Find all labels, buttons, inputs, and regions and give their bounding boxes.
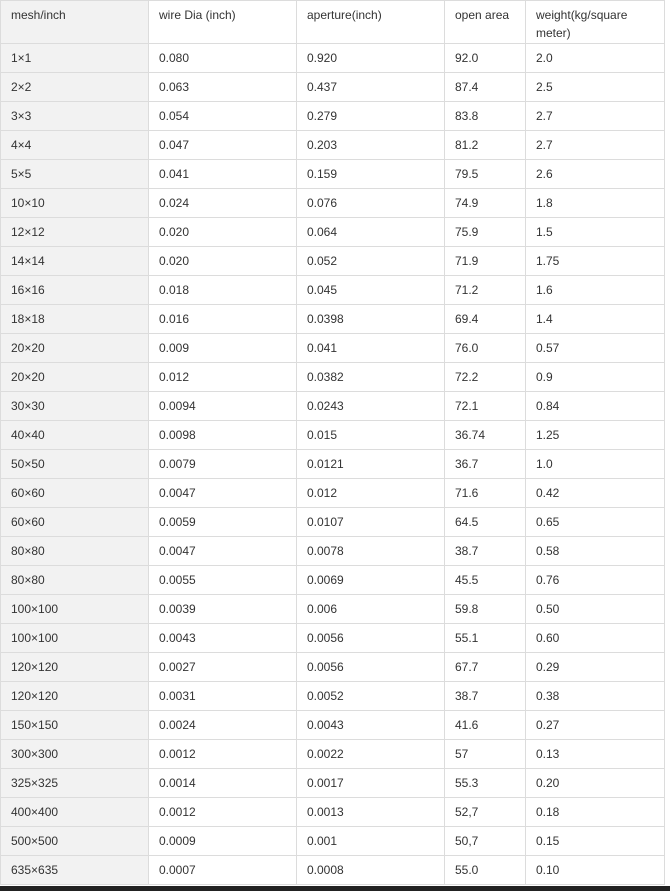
- cell-weight: 0.20: [526, 769, 665, 798]
- cell-mesh: 4×4: [1, 131, 149, 160]
- cell-mesh: 100×100: [1, 624, 149, 653]
- cell-aperture: 0.006: [297, 595, 445, 624]
- cell-open-area: 55.1: [445, 624, 526, 653]
- cell-weight: 1.25: [526, 421, 665, 450]
- table-row: [1, 73, 665, 102]
- cell-wire-diameter: 0.063: [149, 73, 297, 102]
- cell-aperture: 0.076: [297, 189, 445, 218]
- table-row: [1, 595, 665, 624]
- cell-weight: 0.65: [526, 508, 665, 537]
- table-row: [1, 827, 665, 856]
- cell-open-area: 55.0: [445, 856, 526, 885]
- cell-wire-diameter: 0.0027: [149, 653, 297, 682]
- cell-wire-diameter: 0.080: [149, 44, 297, 73]
- cell-open-area: 38.7: [445, 537, 526, 566]
- header-aperture: aperture(inch): [297, 1, 445, 44]
- cell-open-area: 71.2: [445, 276, 526, 305]
- cell-aperture: 0.0017: [297, 769, 445, 798]
- cell-weight: 2.7: [526, 131, 665, 160]
- cell-wire-diameter: 0.0012: [149, 740, 297, 769]
- table-row: [1, 44, 665, 73]
- cell-aperture: 0.159: [297, 160, 445, 189]
- cell-mesh: 2×2: [1, 73, 149, 102]
- header-row: [1, 1, 665, 44]
- table-body: [1, 44, 665, 885]
- cell-open-area: 72.1: [445, 392, 526, 421]
- cell-weight: 0.15: [526, 827, 665, 856]
- cell-weight: 1.5: [526, 218, 665, 247]
- cell-aperture: 0.279: [297, 102, 445, 131]
- cell-mesh: 80×80: [1, 566, 149, 595]
- cell-aperture: 0.0013: [297, 798, 445, 827]
- cell-wire-diameter: 0.0079: [149, 450, 297, 479]
- cell-wire-diameter: 0.0039: [149, 595, 297, 624]
- table-row: [1, 421, 665, 450]
- cell-weight: 0.9: [526, 363, 665, 392]
- cell-mesh: 150×150: [1, 711, 149, 740]
- cell-wire-diameter: 0.041: [149, 160, 297, 189]
- table-row: [1, 218, 665, 247]
- cell-wire-diameter: 0.020: [149, 218, 297, 247]
- table-row: [1, 102, 665, 131]
- cell-aperture: 0.0056: [297, 624, 445, 653]
- cell-aperture: 0.041: [297, 334, 445, 363]
- cell-aperture: 0.015: [297, 421, 445, 450]
- table-row: [1, 856, 665, 885]
- cell-mesh: 40×40: [1, 421, 149, 450]
- cell-mesh: 100×100: [1, 595, 149, 624]
- cell-open-area: 64.5: [445, 508, 526, 537]
- cell-weight: 1.4: [526, 305, 665, 334]
- cell-open-area: 79.5: [445, 160, 526, 189]
- cell-mesh: 325×325: [1, 769, 149, 798]
- cell-wire-diameter: 0.0047: [149, 479, 297, 508]
- cell-wire-diameter: 0.0043: [149, 624, 297, 653]
- table-row: [1, 363, 665, 392]
- cell-mesh: 14×14: [1, 247, 149, 276]
- cell-weight: 0.27: [526, 711, 665, 740]
- cell-mesh: 60×60: [1, 479, 149, 508]
- cell-wire-diameter: 0.012: [149, 363, 297, 392]
- cell-weight: 0.84: [526, 392, 665, 421]
- cell-open-area: 41.6: [445, 711, 526, 740]
- table-row: [1, 798, 665, 827]
- cell-weight: 0.50: [526, 595, 665, 624]
- cell-mesh: 120×120: [1, 682, 149, 711]
- cell-wire-diameter: 0.009: [149, 334, 297, 363]
- cell-aperture: 0.0056: [297, 653, 445, 682]
- cell-wire-diameter: 0.020: [149, 247, 297, 276]
- cell-mesh: 16×16: [1, 276, 149, 305]
- cell-open-area: 38.7: [445, 682, 526, 711]
- cell-open-area: 92.0: [445, 44, 526, 73]
- table-row: [1, 334, 665, 363]
- cell-weight: 0.58: [526, 537, 665, 566]
- cell-weight: 0.60: [526, 624, 665, 653]
- cell-open-area: 52,7: [445, 798, 526, 827]
- cell-aperture: 0.0078: [297, 537, 445, 566]
- cell-wire-diameter: 0.0031: [149, 682, 297, 711]
- table-row: [1, 769, 665, 798]
- table-row: [1, 189, 665, 218]
- header-mesh-per-inch: mesh/inch: [1, 1, 149, 44]
- cell-aperture: 0.012: [297, 479, 445, 508]
- header-weight: weight(kg/square meter): [526, 1, 665, 44]
- cell-aperture: 0.001: [297, 827, 445, 856]
- cell-aperture: 0.437: [297, 73, 445, 102]
- cell-wire-diameter: 0.054: [149, 102, 297, 131]
- cell-wire-diameter: 0.0009: [149, 827, 297, 856]
- header-wire-diameter: wire Dia (inch): [149, 1, 297, 44]
- cell-mesh: 30×30: [1, 392, 149, 421]
- cell-mesh: 20×20: [1, 334, 149, 363]
- table-row: [1, 479, 665, 508]
- cell-mesh: 50×50: [1, 450, 149, 479]
- cell-wire-diameter: 0.0094: [149, 392, 297, 421]
- cell-wire-diameter: 0.018: [149, 276, 297, 305]
- table-row: [1, 508, 665, 537]
- cell-mesh: 300×300: [1, 740, 149, 769]
- table-row: [1, 247, 665, 276]
- cell-aperture: 0.0382: [297, 363, 445, 392]
- cell-mesh: 12×12: [1, 218, 149, 247]
- cell-mesh: 3×3: [1, 102, 149, 131]
- cell-mesh: 5×5: [1, 160, 149, 189]
- cell-aperture: 0.203: [297, 131, 445, 160]
- cell-aperture: 0.0008: [297, 856, 445, 885]
- header-open-area: open area: [445, 1, 526, 44]
- cell-weight: 2.5: [526, 73, 665, 102]
- cell-open-area: 57: [445, 740, 526, 769]
- table-row: [1, 131, 665, 160]
- cell-aperture: 0.0043: [297, 711, 445, 740]
- cell-aperture: 0.0052: [297, 682, 445, 711]
- cell-open-area: 36.74: [445, 421, 526, 450]
- cell-mesh: 1×1: [1, 44, 149, 73]
- cell-weight: 0.10: [526, 856, 665, 885]
- cell-weight: 2.6: [526, 160, 665, 189]
- cell-open-area: 45.5: [445, 566, 526, 595]
- cell-wire-diameter: 0.0012: [149, 798, 297, 827]
- cell-aperture: 0.052: [297, 247, 445, 276]
- cell-open-area: 67.7: [445, 653, 526, 682]
- cell-weight: 0.13: [526, 740, 665, 769]
- cell-aperture: 0.0107: [297, 508, 445, 537]
- cell-open-area: 71.6: [445, 479, 526, 508]
- cell-weight: 0.76: [526, 566, 665, 595]
- cell-wire-diameter: 0.0024: [149, 711, 297, 740]
- cell-aperture: 0.0121: [297, 450, 445, 479]
- cell-weight: 0.18: [526, 798, 665, 827]
- cell-wire-diameter: 0.024: [149, 189, 297, 218]
- cell-mesh: 60×60: [1, 508, 149, 537]
- table-row: [1, 682, 665, 711]
- cell-aperture: 0.0243: [297, 392, 445, 421]
- cell-weight: 1.75: [526, 247, 665, 276]
- cell-weight: 1.8: [526, 189, 665, 218]
- table-row: [1, 624, 665, 653]
- cell-wire-diameter: 0.0059: [149, 508, 297, 537]
- table-row: [1, 276, 665, 305]
- cell-open-area: 55.3: [445, 769, 526, 798]
- table-row: [1, 566, 665, 595]
- table-row: [1, 537, 665, 566]
- cell-weight: 0.29: [526, 653, 665, 682]
- cell-mesh: 18×18: [1, 305, 149, 334]
- cell-open-area: 72.2: [445, 363, 526, 392]
- cell-open-area: 83.8: [445, 102, 526, 131]
- cell-open-area: 74.9: [445, 189, 526, 218]
- cell-mesh: 635×635: [1, 856, 149, 885]
- table-row: [1, 653, 665, 682]
- cell-mesh: 400×400: [1, 798, 149, 827]
- table-row: [1, 740, 665, 769]
- cell-open-area: 75.9: [445, 218, 526, 247]
- cell-weight: 2.7: [526, 102, 665, 131]
- cell-open-area: 76.0: [445, 334, 526, 363]
- cell-wire-diameter: 0.016: [149, 305, 297, 334]
- cell-mesh: 10×10: [1, 189, 149, 218]
- cell-mesh: 500×500: [1, 827, 149, 856]
- cell-open-area: 36.7: [445, 450, 526, 479]
- cell-aperture: 0.0069: [297, 566, 445, 595]
- cell-wire-diameter: 0.0047: [149, 537, 297, 566]
- cell-weight: 1.6: [526, 276, 665, 305]
- cell-aperture: 0.064: [297, 218, 445, 247]
- table-header: [1, 1, 665, 44]
- cell-open-area: 50,7: [445, 827, 526, 856]
- cell-wire-diameter: 0.0098: [149, 421, 297, 450]
- cell-open-area: 59.8: [445, 595, 526, 624]
- cell-wire-diameter: 0.0014: [149, 769, 297, 798]
- cell-open-area: 87.4: [445, 73, 526, 102]
- cell-mesh: 20×20: [1, 363, 149, 392]
- cell-wire-diameter: 0.047: [149, 131, 297, 160]
- cell-mesh: 80×80: [1, 537, 149, 566]
- cell-open-area: 69.4: [445, 305, 526, 334]
- cell-weight: 0.42: [526, 479, 665, 508]
- cell-wire-diameter: 0.0055: [149, 566, 297, 595]
- cell-weight: 1.0: [526, 450, 665, 479]
- cell-aperture: 0.0022: [297, 740, 445, 769]
- cell-weight: 0.57: [526, 334, 665, 363]
- cell-weight: 0.38: [526, 682, 665, 711]
- cell-aperture: 0.045: [297, 276, 445, 305]
- cell-aperture: 0.0398: [297, 305, 445, 334]
- bottom-edge-bar: [0, 886, 670, 891]
- table-row: [1, 711, 665, 740]
- table-row: [1, 160, 665, 189]
- cell-weight: 2.0: [526, 44, 665, 73]
- cell-open-area: 71.9: [445, 247, 526, 276]
- cell-wire-diameter: 0.0007: [149, 856, 297, 885]
- table-row: [1, 305, 665, 334]
- cell-aperture: 0.920: [297, 44, 445, 73]
- cell-mesh: 120×120: [1, 653, 149, 682]
- table-row: [1, 450, 665, 479]
- cell-open-area: 81.2: [445, 131, 526, 160]
- table-row: [1, 392, 665, 421]
